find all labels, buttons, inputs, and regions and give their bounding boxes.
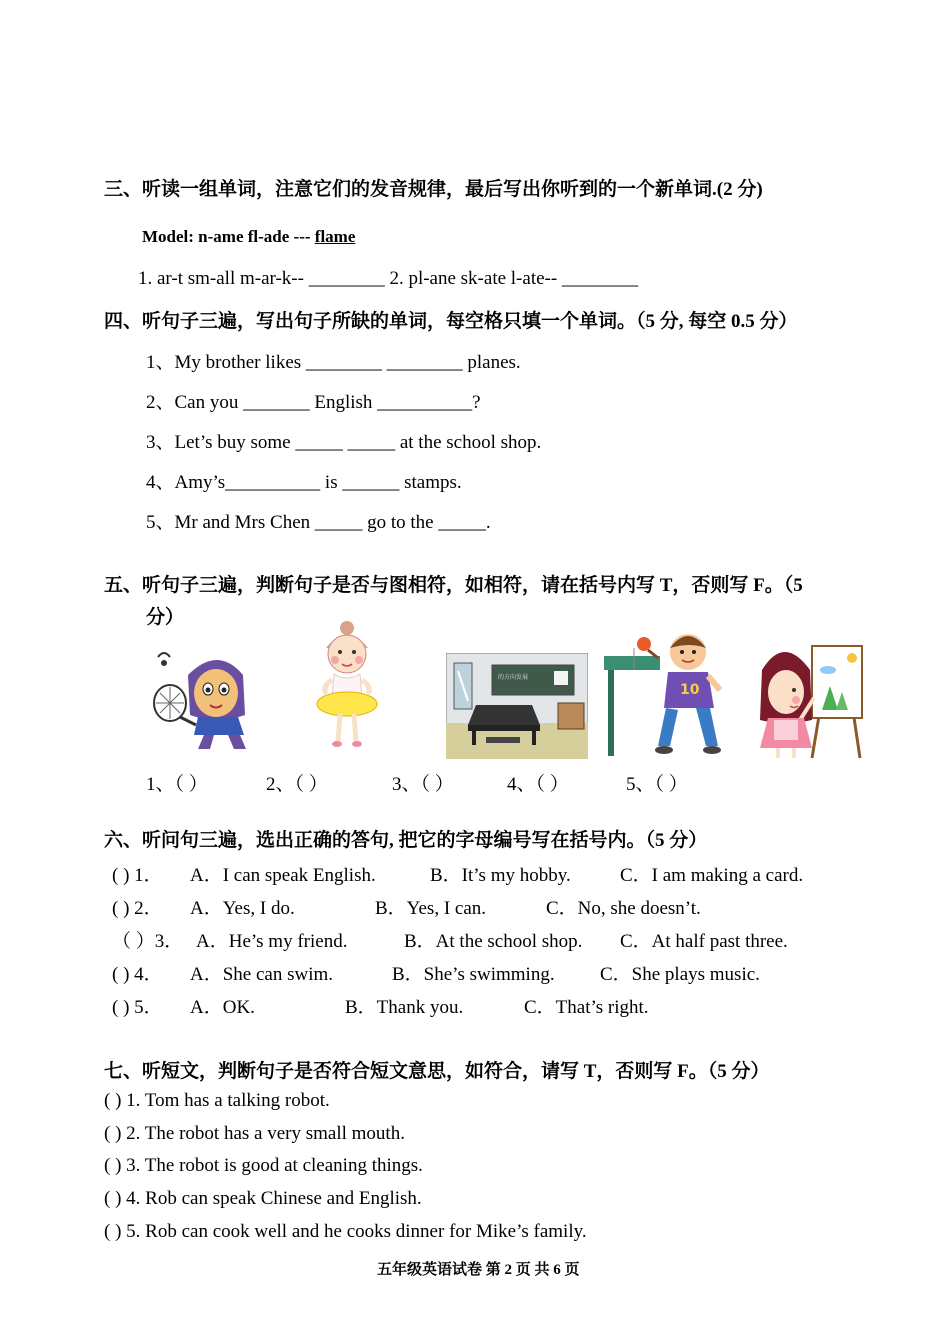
option-a: A．She can swim. bbox=[190, 964, 334, 985]
section-4-item: 5、Mr and Mrs Chen _____ go to the _____. bbox=[146, 512, 491, 533]
page-footer: 五年级英语试卷 第 2 页 共 6 页 bbox=[377, 1262, 580, 1278]
question-number: ( ) 2． bbox=[112, 898, 163, 919]
statement-item: ( ) 1. Tom has a talking robot. bbox=[104, 1090, 330, 1111]
section-4-item: 4、Amy’s__________ is ______ stamps. bbox=[146, 472, 462, 493]
section-5-title-line1: 五、听句子三遍，判断句子是否与图相符，如相符，请在括号内写 T，否则写 F。（5 bbox=[104, 575, 803, 596]
option-a: A．He’s my friend. bbox=[196, 931, 348, 952]
question-number: ( ) 4． bbox=[112, 964, 163, 985]
option-a: A．OK. bbox=[190, 997, 255, 1018]
option-c: C．At half past three. bbox=[620, 931, 788, 952]
question-number: ( ) 5． bbox=[112, 997, 163, 1018]
badminton-girl-icon bbox=[148, 645, 258, 755]
option-b: B．At the school shop. bbox=[404, 931, 583, 952]
section-4-item: 3、Let’s buy some _____ _____ at the school shop. bbox=[146, 432, 542, 453]
question-number: ( ) 1． bbox=[112, 865, 163, 886]
section-7-title: 七、听短文，判断句子是否符合短文意思，如符合，请写 T，否则写 F。（5 分） bbox=[104, 1061, 770, 1082]
picture-answer: 2、（ ） bbox=[266, 774, 328, 795]
picture-answer: 4、（ ） bbox=[507, 774, 569, 795]
option-a: A．I can speak English. bbox=[190, 865, 376, 886]
table-tennis-boy-icon bbox=[604, 628, 724, 758]
option-a: A．Yes, I do. bbox=[190, 898, 295, 919]
picture-answer: 1、（ ） bbox=[146, 774, 208, 795]
option-b: B．She’s swimming. bbox=[392, 964, 555, 985]
painting-girl-icon bbox=[752, 640, 864, 760]
statement-item: ( ) 2. The robot has a very small mouth. bbox=[104, 1123, 405, 1144]
section-6-title: 六、听问句三遍，选出正确的答句, 把它的字母编号写在括号内。（5 分） bbox=[104, 830, 708, 851]
statement-item: ( ) 3. The robot is good at cleaning things. bbox=[104, 1155, 423, 1176]
model-prefix: Model: n-ame fl-ade --- bbox=[142, 227, 315, 246]
section-4-item: 2、Can you _______ English __________? bbox=[146, 392, 481, 413]
question-number: （ ）3． bbox=[112, 931, 184, 952]
option-b: B．It’s my hobby. bbox=[430, 865, 571, 886]
option-c: C．She plays music. bbox=[600, 964, 760, 985]
section-3-question: 1. ar-t sm-all m-ar-k-- ________ 2. pl-ane sk-ate l-ate-- ________ bbox=[138, 268, 638, 289]
option-c: C．No, she doesn’t. bbox=[546, 898, 701, 919]
statement-item: ( ) 4. Rob can speak Chinese and English. bbox=[104, 1188, 422, 1209]
ballet-girl-icon bbox=[312, 618, 382, 750]
shirt-number: 10 bbox=[680, 682, 700, 698]
board-text: 的方向发展 bbox=[498, 674, 529, 681]
model-answer: flame bbox=[314, 227, 356, 246]
music-room-piano-icon bbox=[446, 653, 588, 759]
section-4-item: 1、My brother likes ________ ________ planes. bbox=[146, 352, 521, 373]
option-b: B．Thank you. bbox=[345, 997, 464, 1018]
option-c: C．That’s right. bbox=[524, 997, 649, 1018]
model-line bbox=[142, 227, 355, 247]
picture-answer: 3、（ ） bbox=[392, 774, 454, 795]
section-4-title: 四、听句子三遍，写出句子所缺的单词，每空格只填一个单词。（5 分, 每空 0.5 分） bbox=[104, 311, 798, 332]
statement-item: ( ) 5. Rob can cook well and he cooks dinner for Mike’s family. bbox=[104, 1221, 587, 1242]
section-3-title: 三、听读一组单词，注意它们的发音规律，最后写出你听到的一个新单词.(2 分) bbox=[104, 179, 763, 200]
section-5-title-line2: 分） bbox=[146, 607, 185, 628]
picture-answer: 5、（ ） bbox=[626, 774, 688, 795]
option-b: B．Yes, I can. bbox=[375, 898, 487, 919]
option-c: C．I am making a card. bbox=[620, 865, 804, 886]
